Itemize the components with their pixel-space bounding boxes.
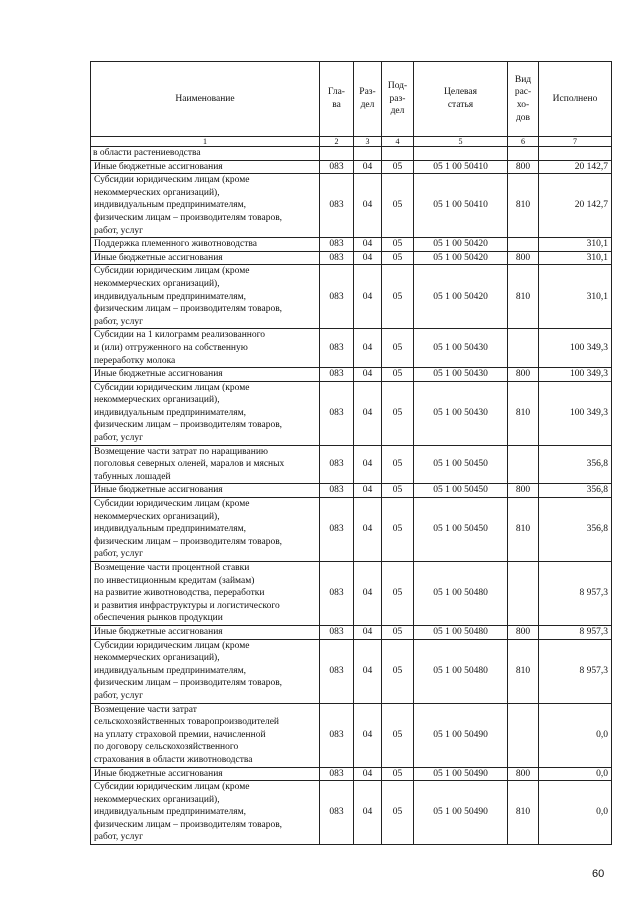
cell-target-article: 05 1 00 50410 [414,174,508,238]
cell-subsection: 05 [382,767,414,781]
cell-expense-type: 800 [508,767,539,781]
cell-section: 04 [354,160,382,174]
table-row [91,445,612,484]
cell-chapter: 083 [320,329,354,368]
cell-target-article: 05 1 00 50430 [414,368,508,382]
cell-section: 04 [354,368,382,382]
header-target: Целевая статья [414,62,508,137]
cell-target-article: 05 1 00 50480 [414,562,508,626]
column-number: 5 [414,137,508,147]
cell-expense-type: 810 [508,639,539,703]
cell-target-article: 05 1 00 50410 [414,160,508,174]
cell-executed-amount: 356,8 [539,498,612,562]
cell-section: 04 [354,484,382,498]
cell-section: 04 [354,251,382,265]
cell-executed-amount: 356,8 [539,445,612,484]
cell-chapter: 083 [320,484,354,498]
cell-name: Субсидии на 1 килограмм реализованного и (или) отгруженного на собственную переработку молока [91,329,320,368]
cell-chapter: 083 [320,625,354,639]
cell-section: 04 [354,703,382,767]
cell-name: Поддержка племенного животноводства [91,238,320,252]
cell-target-article: 05 1 00 50430 [414,329,508,368]
cell-expense-type: 810 [508,265,539,329]
cell-subsection: 05 [382,781,414,845]
column-number: 2 [320,137,354,147]
cell-name: Возмещение части процентной ставки по инвестиционным кредитам (займам) на развитие животноводства, переработки и развития инфраструктуры и логистического обеспечения рынков продукции [91,562,320,626]
cell-subsection: 05 [382,174,414,238]
cell-expense-type: 810 [508,174,539,238]
table-body [91,147,612,845]
cell-subsection: 05 [382,368,414,382]
cell-target-article: 05 1 00 50450 [414,484,508,498]
cell-expense-type [508,238,539,252]
cell-subsection: 05 [382,381,414,445]
cell-subsection: 05 [382,160,414,174]
cell-expense-type [508,562,539,626]
cell-section: 04 [354,781,382,845]
cell-name: Иные бюджетные ассигнования [91,251,320,265]
table-row [91,562,612,626]
cell-target-article: 05 1 00 50490 [414,781,508,845]
cell-executed-amount: 100 349,3 [539,368,612,382]
cell-subsection: 05 [382,484,414,498]
cell-chapter: 083 [320,767,354,781]
cell-expense-type: 800 [508,625,539,639]
cell-target-article: 05 1 00 50480 [414,625,508,639]
cell-section: 04 [354,767,382,781]
header-name: Наименование [91,62,320,137]
cell-section: 04 [354,381,382,445]
cell-chapter: 083 [320,445,354,484]
cell-subsection: 05 [382,625,414,639]
cell-target-article: 05 1 00 50420 [414,251,508,265]
header-section: Раз- дел [354,62,382,137]
cell-section: 04 [354,445,382,484]
table-row [91,368,612,382]
cell-subsection: 05 [382,639,414,703]
cell-expense-type [508,445,539,484]
cell-expense-type: 800 [508,484,539,498]
header-row [91,62,612,137]
cell-executed-amount: 310,1 [539,265,612,329]
cell-name: Иные бюджетные ассигнования [91,160,320,174]
cell-chapter: 083 [320,639,354,703]
cell-chapter: 083 [320,703,354,767]
cell-name: Субсидии юридическим лицам (кроме некоммерческих организаций), индивидуальным предпринимателям, физическим лицам – производителям товаров, работ, услуг [91,265,320,329]
cell-chapter: 083 [320,265,354,329]
cell-expense-type [508,703,539,767]
cell-chapter: 083 [320,251,354,265]
cell-executed-amount: 8 957,3 [539,625,612,639]
table-row [91,625,612,639]
column-number: 7 [539,137,612,147]
cell-subsection: 05 [382,703,414,767]
cell-executed-amount: 100 349,3 [539,329,612,368]
cell-executed-amount: 310,1 [539,251,612,265]
column-number: 6 [508,137,539,147]
cell-executed-amount: 8 957,3 [539,562,612,626]
table-row [91,174,612,238]
cell-name: Возмещение части затрат по наращиванию поголовья северных оленей, маралов и мясных табунных лошадей [91,445,320,484]
table-row [91,329,612,368]
cell-subsection: 05 [382,329,414,368]
cell-executed-amount: 20 142,7 [539,174,612,238]
cell-expense-type: 810 [508,781,539,845]
cell-target-article: 05 1 00 50490 [414,703,508,767]
column-number: 1 [91,137,320,147]
cell-chapter: 083 [320,781,354,845]
cell-section: 04 [354,639,382,703]
cell-target-article: 05 1 00 50430 [414,381,508,445]
cell-subsection: 05 [382,265,414,329]
cell-name: Субсидии юридическим лицам (кроме некоммерческих организаций), индивидуальным предпринимателям, физическим лицам – производителям товаров, работ, услуг [91,174,320,238]
cell-executed-amount: 0,0 [539,767,612,781]
cell-executed-amount: 0,0 [539,703,612,767]
cell-subsection: 05 [382,251,414,265]
header-executed: Исполнено [539,62,612,137]
header-chapter: Гла- ва [320,62,354,137]
cell-target-article: 05 1 00 50480 [414,639,508,703]
cell-section: 04 [354,625,382,639]
table-row [91,160,612,174]
table-row [91,639,612,703]
cell-section: 04 [354,174,382,238]
cell-chapter: 083 [320,368,354,382]
header-expense-type: Вид рас- хо- дов [508,62,539,137]
cell-section: 04 [354,562,382,626]
cell-name: Субсидии юридическим лицам (кроме некоммерческих организаций), индивидуальным предпринимателям, физическим лицам – производителям товаров, работ, услуг [91,781,320,845]
cell-subsection: 05 [382,238,414,252]
cell-executed-amount: 100 349,3 [539,381,612,445]
cell-expense-type: 810 [508,381,539,445]
cell-name: Иные бюджетные ассигнования [91,767,320,781]
table-row [91,781,612,845]
cell-target-article: 05 1 00 50450 [414,445,508,484]
table-row [91,703,612,767]
cell-name: Субсидии юридическим лицам (кроме некоммерческих организаций), индивидуальным предпринимателям, физическим лицам – производителям товаров, работ, услуг [91,381,320,445]
cell-section: 04 [354,265,382,329]
cell-subsection: 05 [382,562,414,626]
table-row [91,484,612,498]
table-row [91,265,612,329]
cell-subsection: 05 [382,498,414,562]
cell-expense-type: 810 [508,498,539,562]
column-number: 4 [382,137,414,147]
table-row [91,381,612,445]
cell-executed-amount: 356,8 [539,484,612,498]
cell-expense-type [508,329,539,368]
cell-expense-type: 800 [508,160,539,174]
table-row [91,251,612,265]
cell-chapter: 083 [320,498,354,562]
cell-chapter: 083 [320,160,354,174]
cell-target-article: 05 1 00 50420 [414,265,508,329]
table-row [91,498,612,562]
cell-name: Иные бюджетные ассигнования [91,484,320,498]
cell-chapter: 083 [320,174,354,238]
cell-section: 04 [354,238,382,252]
cell-expense-type: 800 [508,368,539,382]
cell-subsection: 05 [382,445,414,484]
cell-chapter: 083 [320,238,354,252]
cell-executed-amount: 0,0 [539,781,612,845]
table-row [91,767,612,781]
cell-chapter: 083 [320,562,354,626]
cell-name: Возмещение части затрат сельскохозяйственных товаропроизводителей на уплату страховой премии, начисленной по договору сельскохозяйственного страхования в области животноводства [91,703,320,767]
cell-target-article: 05 1 00 50450 [414,498,508,562]
budget-execution-table [90,61,612,845]
column-number: 3 [354,137,382,147]
cell-name: Субсидии юридическим лицам (кроме некоммерческих организаций), индивидуальным предпринимателям, физическим лицам – производителям товаров, работ, услуг [91,498,320,562]
cell-executed-amount: 20 142,7 [539,160,612,174]
cell-name: Субсидии юридическим лицам (кроме некоммерческих организаций), индивидуальным предпринимателям, физическим лицам – производителям товаров, работ, услуг [91,639,320,703]
column-numbers-row [91,137,612,147]
section-heading-row [91,147,612,161]
cell-chapter: 083 [320,381,354,445]
cell-executed-amount: 8 957,3 [539,639,612,703]
header-subsection: Под- раз- дел [382,62,414,137]
cell-section: 04 [354,329,382,368]
cell-executed-amount: 310,1 [539,238,612,252]
cell-section: 04 [354,498,382,562]
cell-target-article: 05 1 00 50420 [414,238,508,252]
cell-target-article: 05 1 00 50490 [414,767,508,781]
cell-expense-type: 800 [508,251,539,265]
page-number: 60 [592,868,605,880]
section-heading: в области растениеводства [91,147,320,161]
cell-name: Иные бюджетные ассигнования [91,368,320,382]
cell-name: Иные бюджетные ассигнования [91,625,320,639]
table-row [91,238,612,252]
